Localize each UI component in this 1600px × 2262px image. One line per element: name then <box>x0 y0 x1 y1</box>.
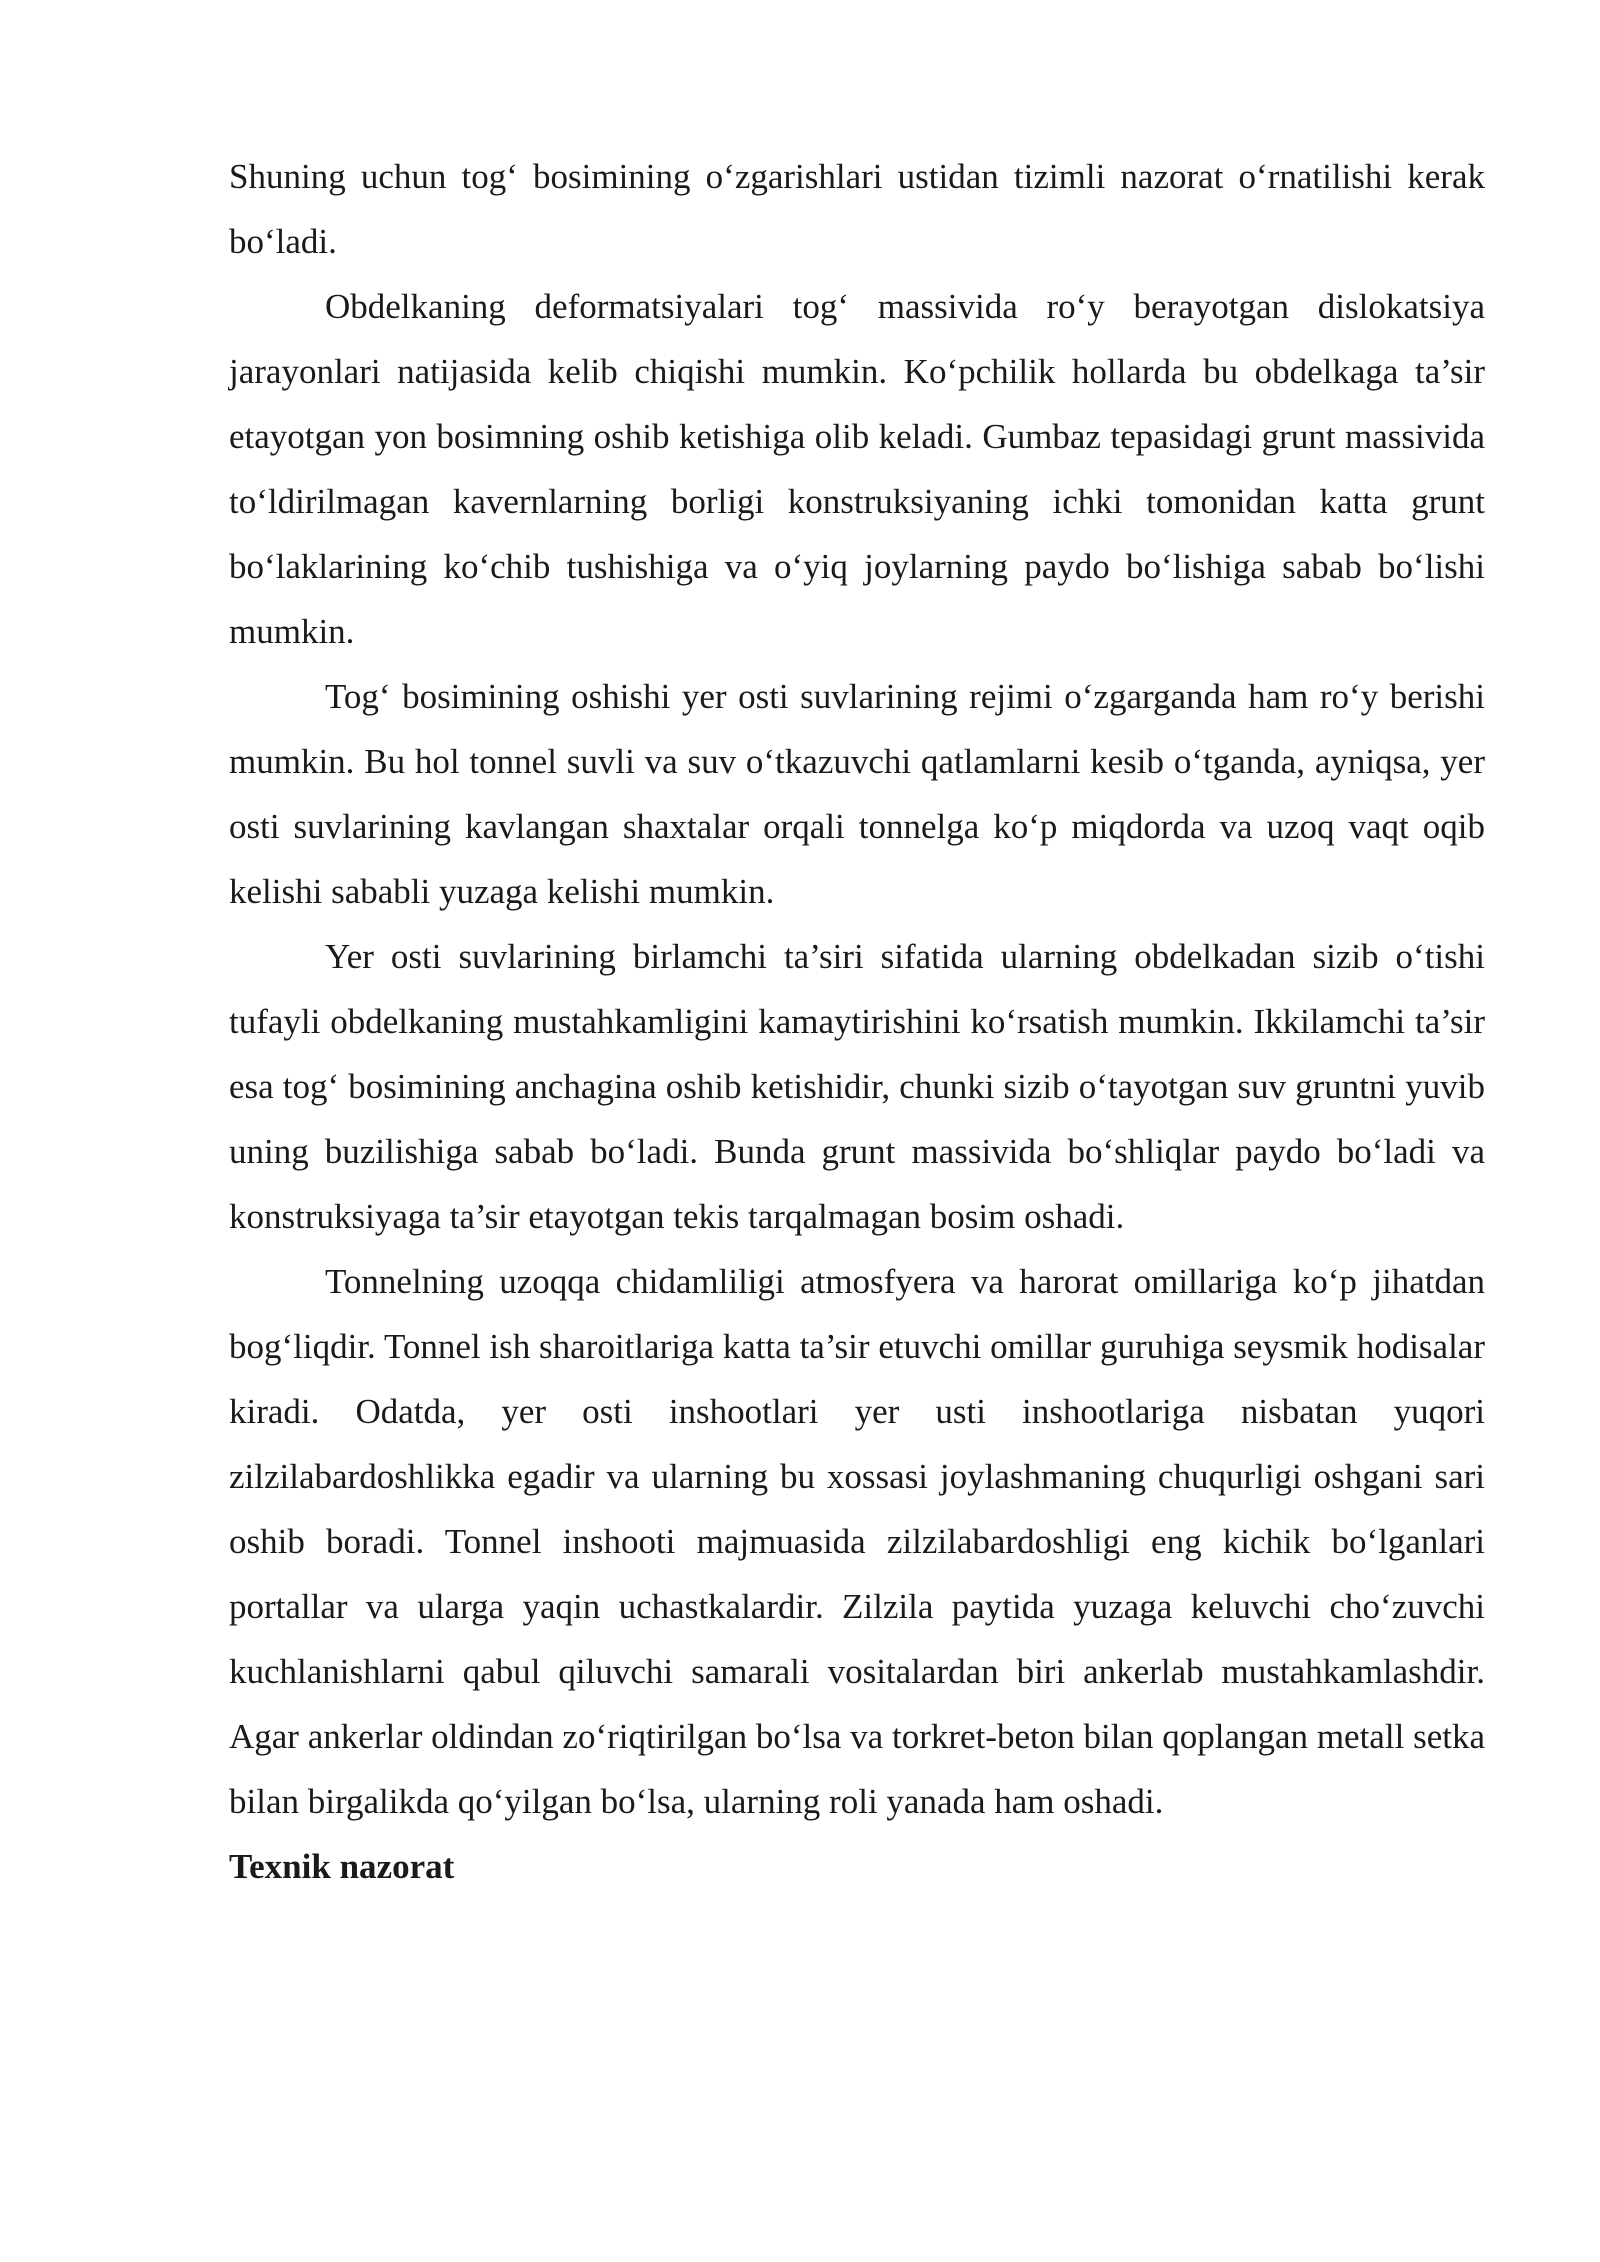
document-body <box>229 144 1485 1899</box>
paragraph-tunnel-durability: Tonnelning uzoqqa chidamliligi atmosfyera va harorat omillariga ko‘p jihatdan bog‘liqdir. Tonnel ish sharoitlariga katta ta’sir etuvchi omillar guruhiga seysmik hodisalar kiradi. Odatda, yer osti inshootlari yer usti inshootlariga nisbatan yuqori zilzilabardoshlikka egadir va ularning bu xossasi joylashmaning chuqurligi oshgani sari oshib boradi. Tonnel inshooti majmuasida zilzilabardoshligi eng kichik bo‘lganlari portallar va ularga yaqin uchastkalardir. Zilzila paytida yuzaga keluvchi cho‘zuvchi kuchlanishlarni qabul qiluvchi samarali vositalardan biri ankerlab mustahkamlashdir. Agar ankerlar oldindan zo‘riqtirilgan bo‘lsa va torkret-beton bilan qoplangan metall setka bilan birgalikda qo‘yilgan bo‘lsa, ularning roli yanada ham oshadi. <box>229 1262 1485 1821</box>
section-heading: Texnik nazorat <box>229 1847 455 1886</box>
paragraph-groundwater-effects: Yer osti suvlarining birlamchi ta’siri sifatida ularning obdelkadan sizib o‘tishi tufayli obdelkaning mustahkamligini kamaytirishini ko‘rsatish mumkin. Ikkilamchi ta’sir esa tog‘ bosimining anchagina oshib ketishidir, chunki sizib o‘tayotgan suv gruntni yuvib uning buzilishiga sabab bo‘ladi. Bunda grunt massivida bo‘shliqlar paydo bo‘ladi va konstruksiyaga ta’sir etayotgan tekis tarqalmagan bosim oshadi. <box>229 937 1485 1236</box>
paragraph-ground-pressure: Tog‘ bosimining oshishi yer osti suvlarining rejimi o‘zgarganda ham ro‘y berishi mumkin. Bu hol tonnel suvli va suv o‘tkazuvchi qatlamlarni kesib o‘tganda, ayniqsa, yer osti suvlarining kavlangan shaxtalar orqali tonnelga ko‘p miqdorda va uzoq vaqt oqib kelishi sababli yuzaga kelishi mumkin. <box>229 677 1485 911</box>
paragraph-continuation: Shuning uchun tog‘ bosimining o‘zgarishlari ustidan tizimli nazorat o‘rnatilishi kerak bo‘ladi. <box>229 157 1485 261</box>
paragraph-obdelka-deformations: Obdelkaning deformatsiyalari tog‘ massivida ro‘y berayotgan dislokatsiya jarayonlari natijasida kelib chiqishi mumkin. Ko‘pchilik hollarda bu obdelkaga ta’sir etayotgan yon bosimning oshib ketishiga olib keladi. Gumbaz tepasidagi grunt massivida to‘ldirilmagan kavernlarning borligi konstruksiyaning ichki tomonidan katta grunt bo‘laklarining ko‘chib tushishiga va o‘yiq joylarning paydo bo‘lishiga sabab bo‘lishi mumkin. <box>229 287 1485 651</box>
